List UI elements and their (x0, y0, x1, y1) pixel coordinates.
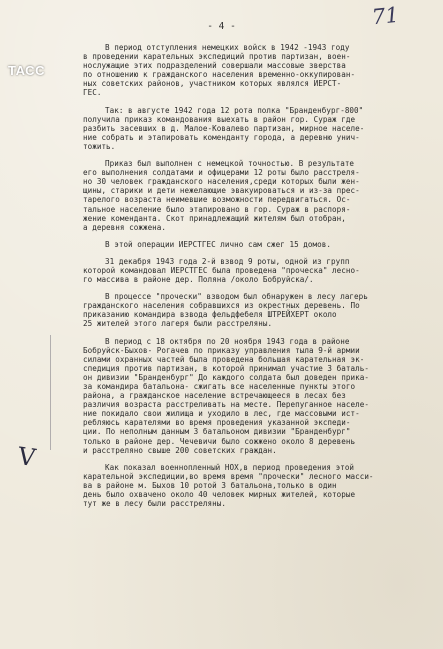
margin-pencil-line (50, 335, 51, 450)
paragraph-7: В период с 18 октября по 20 ноября 1943 года в районе Бобруйск-Быхов- Рогачев по приказу управления тыла 9-й армии силами охранных частей была проведена большая карательная эк- спедиция против партизан, в которой принимал участие 3 баталь- он дивизии "Бранденбург" До каждого солдата был доведен прика- за командира батальона- сжигать все населенные пункты этого района, а гражданское население встречающееся в лесах без различия возраста расстреливать на месте. Перепуганное населе- ние покидало свои жилища и уходило в лес, где массовыми ист- ребляюсь карателями во время проведения указанной экспеди- ции. По неполным данным 3 батальоном дивизии "Бранденбург" только в районе дер. Чечевичи было сожжено около 8 деревень и расстреляно свыше 200 советских граждан. (83, 336, 369, 455)
paragraph-5: 31 декабря 1943 года 2-й взвод 9 роты, одной из групп которой командовал ИЕРСТГЕС была проведена "проческа" лесно- го массива в районе дер. Поляна /около Бобруйска/. (83, 256, 360, 285)
document-body (83, 43, 418, 514)
paragraph-6: В процессе "прочески" взводом был обнаружен в лесу лагерь гражданского населения собравшихся из окрестных деревень. По приказанию командира взвода фельдфебеля ШТРЕЙХЕРТ около 25 жителей этого лагеря были расстреляны. (83, 292, 368, 329)
page-number: - 4 - (207, 21, 236, 32)
archive-page-number: 71 (371, 2, 401, 30)
paragraph-1: В период отступления немецких войск в 1942 -1943 году в проведении карательных экспедиций против партизан, воен- нослужащие этих подразделений совершали массовые зверства по отношению к гражданского населения временно-оккупирован- ных советских районов, участником которых являлся ИЕРСТ- ГЕС. (83, 43, 356, 98)
paragraph-3: Приказ был выполнен с немецкой точностью. В результате его выполнения солдатами и офицерами 12 роты было расстреля- но 30 человек гражданского населения,среди которых были жен- щины, старики и дети нежелающие эвакуироваться и из-за прес- тарелого возраста неимевшие возможности передвигаться. Ос- тальное население было этапировано в гор. Сураж в распоря- жение коменданта. Скот принадлежащий жителям был отобран, а деревня сожжена. (83, 159, 360, 232)
watermark-logo: ТАСС (8, 63, 45, 78)
paragraph-4: В этой операции ИЕРСТГЕС лично сам сжег 15 домов. (105, 239, 331, 249)
margin-check-mark: V (16, 441, 38, 473)
paragraph-2: Так: в августе 1942 года 12 рота полка "Бранденбург-800" получила приказ командования выехать в район гор. Сураж где разбить засевших в д. Малое-Ковалево партизан, мирное населе- ние собрать и этапировать коменданту города, а деревню унич- тожить. (83, 105, 365, 151)
paragraph-8: Как показал военнопленный НОХ,в период проведения этой карательной экспедиции,во время время "прочески" лесного масси- ва в районе м. Быхов 10 ротой 3 батальона,только в один день было охвачено около 40 человек мирных жителей, которые тут же в лесу были расстреляны. (83, 462, 374, 509)
